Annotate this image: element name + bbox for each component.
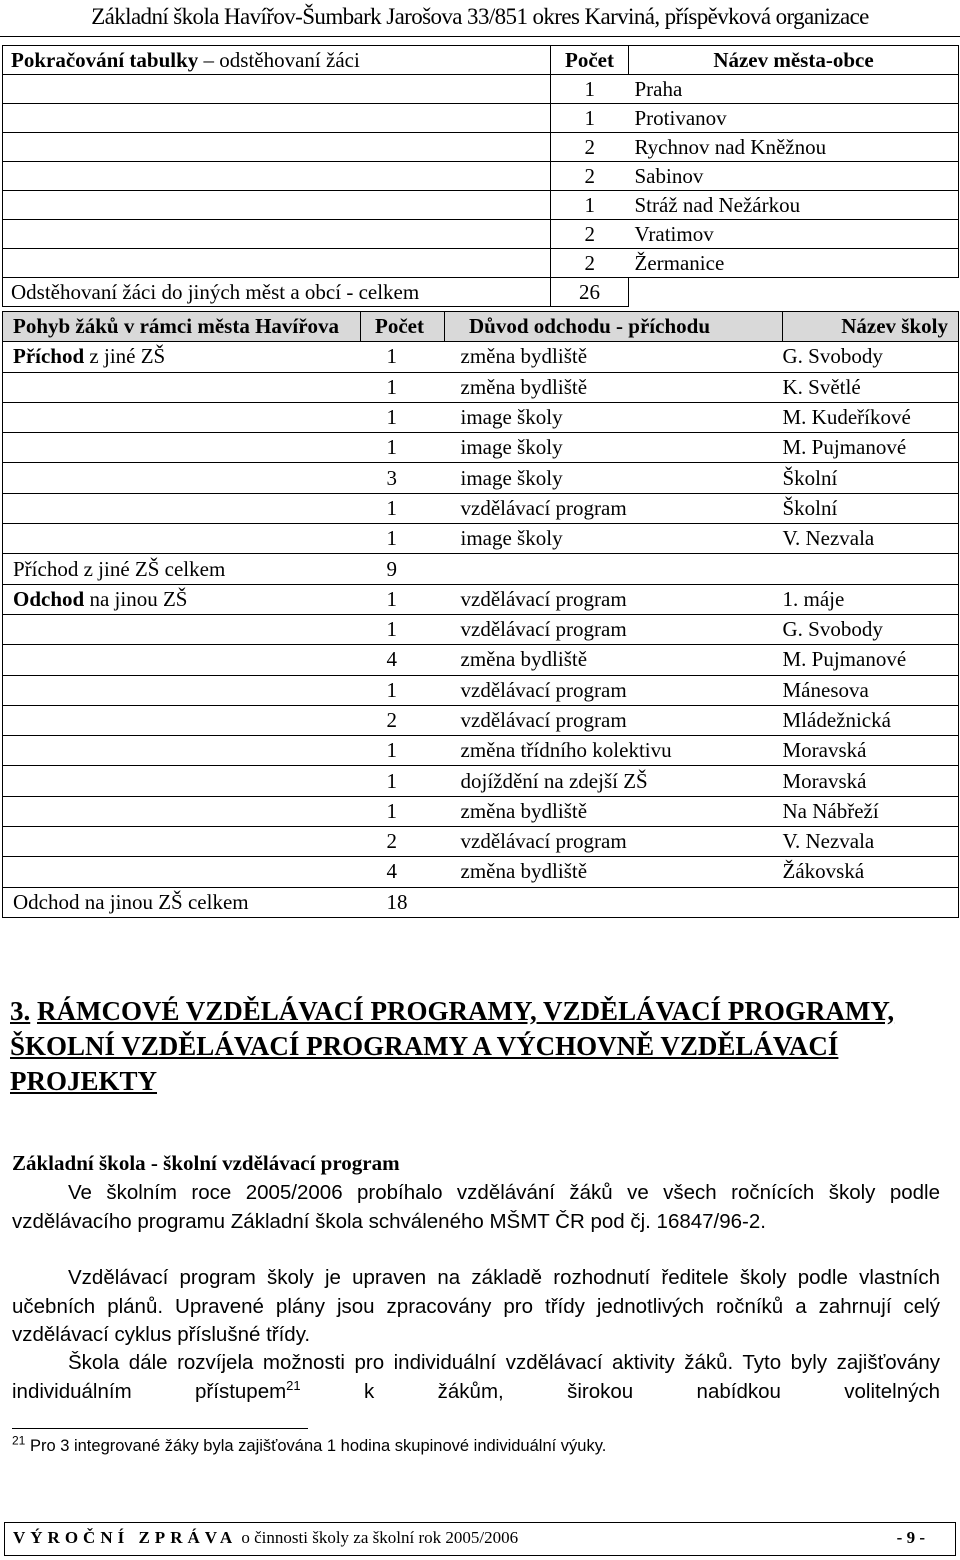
table-cell <box>3 75 551 104</box>
count-cell: 18 <box>361 887 445 917</box>
movement-label <box>3 463 361 493</box>
table-row <box>3 796 959 826</box>
school-cell: V. Nezvala <box>783 827 959 857</box>
table-row <box>3 402 959 432</box>
table-row <box>3 857 959 887</box>
school-cell <box>783 887 959 917</box>
paragraph: Ve školním roce 2005/2006 probíhalo vzdělávání žáků ve všech ročnících školy podle vzdělávacího programu Základní škola schváleného MŠMT ČR pod čj. 16847/96-2. <box>12 1181 940 1233</box>
movement-label <box>3 614 361 644</box>
school-cell: Žákovská <box>783 857 959 887</box>
table-row <box>3 249 959 278</box>
school-cell: Moravská <box>783 736 959 766</box>
column-header-movement: Pohyb žáků v rámci města Havířova <box>3 312 361 342</box>
reason-cell: image školy <box>445 463 783 493</box>
table-row <box>3 191 959 220</box>
school-cell: Školní <box>783 463 959 493</box>
table-row <box>3 75 959 104</box>
moved-pupils-table <box>2 45 959 307</box>
school-cell <box>783 554 959 584</box>
column-header-school: Název školy <box>783 312 959 342</box>
movement-label: Příchod z jiné ZŠ celkem <box>3 554 361 584</box>
table-row <box>3 133 959 162</box>
school-cell: Moravská <box>783 766 959 796</box>
count-cell: 1 <box>361 614 445 644</box>
table-row <box>3 162 959 191</box>
table-row <box>3 584 959 614</box>
count-cell: 2 <box>551 162 629 191</box>
header-rule <box>0 36 960 37</box>
count-cell: 1 <box>361 675 445 705</box>
reason-cell <box>445 554 783 584</box>
section-number: 3. <box>10 996 31 1026</box>
table-row <box>3 433 959 463</box>
reason-cell: změna bydliště <box>445 796 783 826</box>
table-cell <box>3 191 551 220</box>
page-header: Základní škola Havířov-Šumbark Jarošova 33/851 okres Karviná, příspěvková organizace <box>91 4 869 29</box>
table-header-row <box>3 312 959 342</box>
total-row <box>3 278 959 307</box>
column-header-reason: Důvod odchodu - příchodu <box>445 312 783 342</box>
school-cell: Mánesova <box>783 675 959 705</box>
reason-cell: změna bydliště <box>445 342 783 372</box>
school-cell: Mládežnická <box>783 705 959 735</box>
paragraph: Škola dále rozvíjela možnosti pro individuální vzdělávací aktivity žáků. Tyto byly zajišťovány individuálním přístupem$^{21}$ k žákům, širokou nabídkou volitelných <box>12 1351 940 1403</box>
count-cell: 1 <box>361 372 445 402</box>
count-cell: 2 <box>551 220 629 249</box>
section-heading: RÁMCOVÉ VZDĚLÁVACÍ PROGRAMY, VZDĚLÁVACÍ PROGRAMY, ŠKOLNÍ VZDĚLÁVACÍ PROGRAMY A VÝCHOVNĚ VZDĚLÁVACÍ PROJEKTY <box>10 996 895 1096</box>
footer-text: VÝROČNÍ ZPRÁVA o činnosti školy za školní rok 2005/2006 <box>13 1528 519 1547</box>
count-cell: 1 <box>361 766 445 796</box>
count-cell: 4 <box>361 857 445 887</box>
table-cell <box>629 278 959 307</box>
table-row <box>3 104 959 133</box>
reason-cell: image školy <box>445 524 783 554</box>
school-cell: G. Svobody <box>783 614 959 644</box>
city-cell: Protivanov <box>629 104 959 133</box>
subheading: Základní škola - školní vzdělávací program <box>12 1151 400 1175</box>
total-row <box>3 554 959 584</box>
school-cell: V. Nezvala <box>783 524 959 554</box>
count-cell: 1 <box>361 584 445 614</box>
count-cell: 1 <box>361 736 445 766</box>
city-cell: Praha <box>629 75 959 104</box>
count-cell: 1 <box>361 796 445 826</box>
movement-label: Odchod na jinou ZŠ celkem <box>3 887 361 917</box>
count-cell: 2 <box>361 827 445 857</box>
reason-cell: vzdělávací program <box>445 675 783 705</box>
total-value: 26 <box>551 278 629 307</box>
table-cell <box>3 220 551 249</box>
table-row <box>3 766 959 796</box>
count-cell: 3 <box>361 463 445 493</box>
city-cell: Vratimov <box>629 220 959 249</box>
movement-label <box>3 736 361 766</box>
school-cell: Na Nábřeží <box>783 796 959 826</box>
movement-label <box>3 433 361 463</box>
count-cell: 1 <box>361 493 445 523</box>
reason-cell <box>445 887 783 917</box>
reason-cell: změna třídního kolektivu <box>445 736 783 766</box>
city-cell: Sabinov <box>629 162 959 191</box>
count-cell: 1 <box>551 104 629 133</box>
table-cell <box>3 249 551 278</box>
table-row <box>3 827 959 857</box>
table-row <box>3 493 959 523</box>
count-cell: 1 <box>361 524 445 554</box>
total-row <box>3 887 959 917</box>
count-cell: 2 <box>551 133 629 162</box>
movement-label <box>3 857 361 887</box>
reason-cell: dojíždění na zdejší ZŠ <box>445 766 783 796</box>
reason-cell: vzdělávací program <box>445 493 783 523</box>
movement-label <box>3 493 361 523</box>
count-cell: 2 <box>551 249 629 278</box>
movement-label <box>3 402 361 432</box>
total-label: Odstěhovaní žáci do jiných měst a obcí - celkem <box>3 278 551 307</box>
table-row <box>3 645 959 675</box>
movement-label: Odchod na jinou ZŠ <box>3 584 361 614</box>
table-row <box>3 372 959 402</box>
movement-label <box>3 827 361 857</box>
table-cell <box>3 104 551 133</box>
table-row <box>3 342 959 372</box>
movement-label: Příchod z jiné ZŠ <box>3 342 361 372</box>
reason-cell: vzdělávací program <box>445 705 783 735</box>
table-row <box>3 524 959 554</box>
table-cell <box>3 162 551 191</box>
column-header-city: Název města-obce <box>629 46 959 75</box>
reason-cell: vzdělávací program <box>445 827 783 857</box>
count-cell: 1 <box>551 75 629 104</box>
section-title <box>10 994 950 1099</box>
footnote: $^{21}$ Pro 3 integrované žáky byla zajišťována 1 hodina skupinové individuální výuky. <box>12 1433 607 1455</box>
school-cell: Školní <box>783 493 959 523</box>
reason-cell: vzdělávací program <box>445 584 783 614</box>
movement-table <box>2 311 959 918</box>
table-header-row <box>3 46 959 75</box>
movement-label <box>3 705 361 735</box>
movement-label <box>3 675 361 705</box>
table-row <box>3 463 959 493</box>
column-header-count: Počet <box>551 46 629 75</box>
movement-label <box>3 645 361 675</box>
table-title: Pokračování tabulky – odstěhovaní žáci <box>3 46 551 75</box>
reason-cell: image školy <box>445 402 783 432</box>
page-number: - 9 - <box>896 1528 925 1547</box>
count-cell: 1 <box>361 402 445 432</box>
page-footer <box>4 1522 956 1556</box>
school-cell: M. Kudeříkové <box>783 402 959 432</box>
table-row <box>3 675 959 705</box>
column-header-count: Počet <box>361 312 445 342</box>
movement-label <box>3 524 361 554</box>
table-row <box>3 614 959 644</box>
school-cell: M. Pujmanové <box>783 433 959 463</box>
reason-cell: image školy <box>445 433 783 463</box>
city-cell: Rychnov nad Kněžnou <box>629 133 959 162</box>
count-cell: 4 <box>361 645 445 675</box>
school-cell: M. Pujmanové <box>783 645 959 675</box>
count-cell: 9 <box>361 554 445 584</box>
reason-cell: změna bydliště <box>445 372 783 402</box>
count-cell: 1 <box>361 342 445 372</box>
footnote-separator <box>12 1428 308 1429</box>
table-row <box>3 220 959 249</box>
count-cell: 2 <box>361 705 445 735</box>
reason-cell: vzdělávací program <box>445 614 783 644</box>
table-row <box>3 736 959 766</box>
school-cell: 1. máje <box>783 584 959 614</box>
movement-label <box>3 796 361 826</box>
reason-cell: změna bydliště <box>445 857 783 887</box>
count-cell: 1 <box>361 433 445 463</box>
city-cell: Stráž nad Nežárkou <box>629 191 959 220</box>
footnote-reference: 21 <box>286 1377 301 1393</box>
table-cell <box>3 133 551 162</box>
school-cell: K. Světlé <box>783 372 959 402</box>
table-row <box>3 705 959 735</box>
movement-label <box>3 766 361 796</box>
school-cell: G. Svobody <box>783 342 959 372</box>
movement-label <box>3 372 361 402</box>
reason-cell: změna bydliště <box>445 645 783 675</box>
paragraph: Vzdělávací program školy je upraven na základě rozhodnutí ředitele školy podle vlastních učebních plánů. Upravené plány jsou zpracovány pro třídy jednotlivých ročníků a zahrnují celý vzdělávací cyklus příslušné třídy. <box>12 1266 940 1346</box>
count-cell: 1 <box>551 191 629 220</box>
city-cell: Žermanice <box>629 249 959 278</box>
